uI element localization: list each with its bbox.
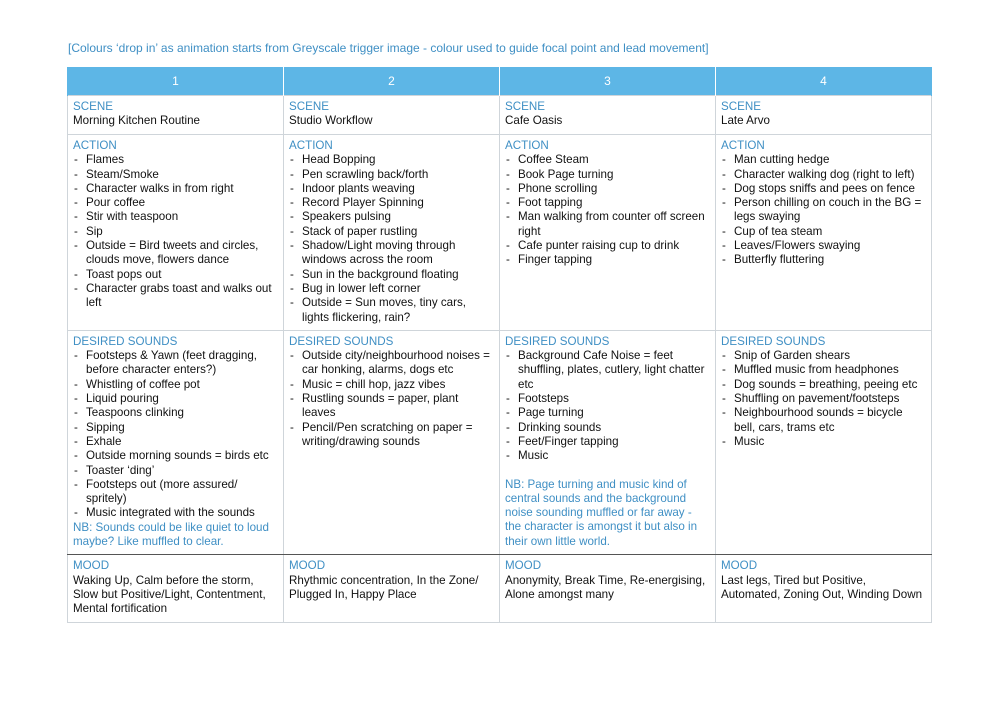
- action-row: [68, 135, 932, 331]
- sounds-list: [73, 349, 278, 521]
- action-item: - Cup of tea steam: [721, 225, 926, 239]
- action-item: - Coffee Steam: [505, 153, 710, 167]
- sounds-cell: [68, 330, 284, 554]
- scene-heading: SCENE: [505, 100, 545, 113]
- action-list: [505, 153, 710, 267]
- action-item: - Leaves/Flowers swaying: [721, 239, 926, 253]
- action-cell: [500, 135, 716, 331]
- sound-item: - Rustling sounds = paper, plant leaves: [289, 392, 494, 421]
- action-item: - Record Player Spinning: [289, 196, 494, 210]
- sound-item: - Music: [505, 449, 710, 463]
- action-item: - Head Bopping: [289, 153, 494, 167]
- action-item: - Foot tapping: [505, 196, 710, 210]
- sounds-note: NB: Sounds could be like quiet to loud maybe? Like muffled to clear.: [73, 520, 269, 549]
- sound-item: - Background Cafe Noise = feet shuffling, plates, cutlery, light chatter etc: [505, 349, 710, 392]
- sound-item: - Music: [721, 435, 926, 449]
- action-heading: ACTION: [73, 139, 117, 152]
- mood-text: Last legs, Tired but Positive, Automated, Zoning Out, Winding Down: [721, 573, 923, 601]
- sounds-cell: [284, 330, 500, 554]
- sound-item: - Exhale: [73, 435, 278, 449]
- sounds-heading: DESIRED SOUNDS: [721, 334, 826, 348]
- mood-cell: [68, 555, 284, 622]
- column-number: 1: [68, 67, 284, 96]
- action-list: [721, 153, 926, 267]
- sound-item: - Footsteps: [505, 392, 710, 406]
- scene-heading: SCENE: [289, 100, 329, 113]
- mood-cell: [716, 555, 932, 622]
- mood-text: Anonymity, Break Time, Re-energising, Alone amongst many: [505, 573, 706, 601]
- action-item: - Pen scrawling back/forth: [289, 168, 494, 182]
- action-heading: ACTION: [505, 139, 549, 152]
- action-heading: ACTION: [289, 139, 333, 152]
- action-item: - Shadow/Light moving through windows across the room: [289, 239, 494, 268]
- sound-item: - Music integrated with the sounds: [73, 506, 278, 520]
- sound-item: - Snip of Garden shears: [721, 349, 926, 363]
- action-item: - Bug in lower left corner: [289, 282, 494, 296]
- action-item: - Character walks in from right: [73, 182, 278, 196]
- sound-item: - Outside morning sounds = birds etc: [73, 449, 278, 463]
- sounds-list: [505, 349, 710, 463]
- scene-title: Morning Kitchen Routine: [73, 114, 200, 128]
- sound-item: - Whistling of coffee pot: [73, 378, 278, 392]
- column-number: 4: [716, 67, 932, 96]
- sounds-row: [68, 330, 932, 554]
- sound-item: - Feet/Finger tapping: [505, 435, 710, 449]
- sound-item: - Muffled music from headphones: [721, 363, 926, 377]
- action-cell: [68, 135, 284, 331]
- column-number: 2: [284, 67, 500, 96]
- storyboard-table: [67, 67, 932, 623]
- sound-item: - Pencil/Pen scratching on paper = writing/drawing sounds: [289, 421, 494, 450]
- sound-item: - Page turning: [505, 406, 710, 420]
- sounds-cell: [716, 330, 932, 554]
- scene-title: Late Arvo: [721, 114, 770, 128]
- action-item: - Man walking from counter off screen right: [505, 210, 710, 239]
- scene-row: [68, 96, 932, 135]
- sound-item: - Teaspoons clinking: [73, 406, 278, 420]
- action-item: - Pour coffee: [73, 196, 278, 210]
- mood-heading: MOOD: [505, 559, 542, 573]
- mood-cell: [284, 555, 500, 622]
- action-item: - Speakers pulsing: [289, 210, 494, 224]
- action-cell: [716, 135, 932, 331]
- sounds-heading: DESIRED SOUNDS: [289, 334, 394, 348]
- sound-item: - Sipping: [73, 421, 278, 435]
- column-number: 3: [500, 67, 716, 96]
- action-cell: [284, 135, 500, 331]
- mood-heading: MOOD: [289, 559, 326, 573]
- action-item: - Sip: [73, 225, 278, 239]
- sounds-note: NB: Page turning and music kind of central sounds and the background noise sounding muffled or far away - the character is amongst it but also in their own little world.: [505, 477, 698, 548]
- action-item: - Outside = Bird tweets and circles, clouds move, flowers dance: [73, 239, 278, 268]
- sound-item: - Neighbourhood sounds = bicycle bell, cars, trams etc: [721, 406, 926, 435]
- action-item: - Toast pops out: [73, 268, 278, 282]
- action-item: - Character grabs toast and walks out left: [73, 282, 278, 311]
- action-item: - Flames: [73, 153, 278, 167]
- action-item: - Sun in the background floating: [289, 268, 494, 282]
- action-item: - Character walking dog (right to left): [721, 168, 926, 182]
- mood-cell: [500, 555, 716, 622]
- sounds-list: [721, 349, 926, 449]
- scene-heading: SCENE: [721, 100, 761, 113]
- action-list: [289, 153, 494, 325]
- action-item: - Person chilling on couch in the BG = legs swaying: [721, 196, 926, 225]
- sound-item: - Outside city/neighbourhood noises = car honking, alarms, dogs etc: [289, 349, 494, 378]
- mood-row: [68, 555, 932, 622]
- sound-item: - Shuffling on pavement/footsteps: [721, 392, 926, 406]
- mood-text: Waking Up, Calm before the storm, Slow but Positive/Light, Contentment, Mental fortification: [73, 573, 266, 616]
- sound-item: - Drinking sounds: [505, 421, 710, 435]
- mood-text: Rhythmic concentration, In the Zone/ Plugged In, Happy Place: [289, 573, 479, 601]
- sounds-list: [289, 349, 494, 449]
- sound-item: - Footsteps & Yawn (feet dragging, before character enters?): [73, 349, 278, 378]
- scene-cell: [68, 96, 284, 135]
- sound-item: - Liquid pouring: [73, 392, 278, 406]
- action-item: - Outside = Sun moves, tiny cars, lights flickering, rain?: [289, 296, 494, 325]
- action-item: - Book Page turning: [505, 168, 710, 182]
- sound-item: - Toaster ‘ding’: [73, 464, 278, 478]
- scene-title: Cafe Oasis: [505, 114, 563, 128]
- document-note: [Colours ‘drop in’ as animation starts from Greyscale trigger image - colour used to guide focal point and lead movement]: [68, 41, 709, 55]
- sounds-heading: DESIRED SOUNDS: [505, 334, 610, 348]
- mood-heading: MOOD: [721, 559, 758, 573]
- action-item: - Stir with teaspoon: [73, 210, 278, 224]
- action-item: - Dog stops sniffs and pees on fence: [721, 182, 926, 196]
- action-item: - Steam/Smoke: [73, 168, 278, 182]
- action-list: [73, 153, 278, 310]
- mood-heading: MOOD: [73, 559, 110, 573]
- sounds-heading: DESIRED SOUNDS: [73, 334, 178, 348]
- action-item: - Indoor plants weaving: [289, 182, 494, 196]
- scene-heading: SCENE: [73, 100, 113, 113]
- scene-title: Studio Workflow: [289, 114, 373, 128]
- action-item: - Finger tapping: [505, 253, 710, 267]
- action-heading: ACTION: [721, 139, 765, 152]
- action-item: - Cafe punter raising cup to drink: [505, 239, 710, 253]
- action-item: - Phone scrolling: [505, 182, 710, 196]
- sound-item: - Footsteps out (more assured/ spritely): [73, 478, 278, 507]
- scene-cell: [716, 96, 932, 135]
- sounds-cell: [500, 330, 716, 554]
- scene-cell: [284, 96, 500, 135]
- action-item: - Stack of paper rustling: [289, 225, 494, 239]
- sound-item: - Music = chill hop, jazz vibes: [289, 378, 494, 392]
- action-item: - Butterfly fluttering: [721, 253, 926, 267]
- sound-item: - Dog sounds = breathing, peeing etc: [721, 378, 926, 392]
- scene-cell: [500, 96, 716, 135]
- header-row: [68, 67, 932, 96]
- action-item: - Man cutting hedge: [721, 153, 926, 167]
